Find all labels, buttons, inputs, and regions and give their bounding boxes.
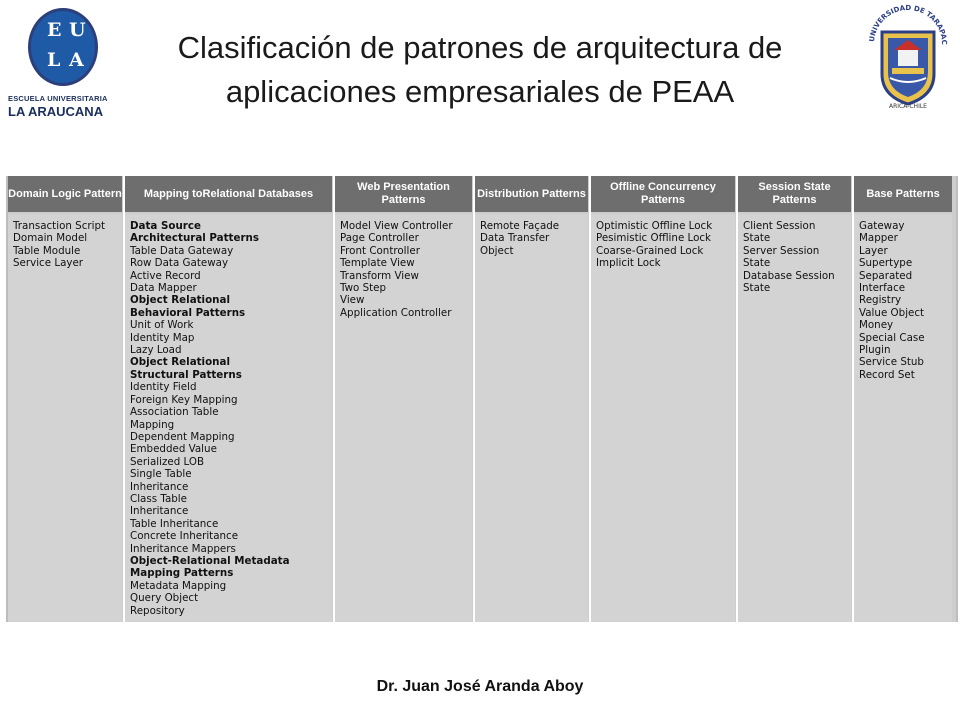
pattern-item: Server Session [743,244,820,257]
pattern-item: Inheritance [130,505,189,518]
column-body [335,214,472,622]
pattern-item: State [743,257,771,270]
pattern-item: Identity Map [130,331,195,344]
pattern-item: Object Relational [130,294,230,307]
pattern-item: Behavioral Patterns [130,306,246,319]
svg-text:ARICA-CHILE: ARICA-CHILE [889,103,927,110]
pattern-item: Architectural Patterns [130,232,259,245]
pattern-item: Implicit Lock [596,257,661,270]
column-body [591,214,735,622]
pattern-item: State [743,232,771,245]
pattern-item: Inheritance [130,480,189,493]
pattern-item: Application Controller [340,306,452,319]
column-header: Session State Patterns [738,176,851,212]
pattern-item: Mapper [859,232,898,245]
pattern-item: Mapping [130,418,175,431]
pattern-item: Concrete Inheritance [130,530,239,543]
column-body [125,214,332,622]
pattern-item: Domain Model [13,232,88,245]
column-header: Web Presentation Patterns [335,176,472,212]
pattern-item: Special Case [859,331,925,344]
pattern-item: Optimistic Offline Lock [596,220,713,232]
tarapaca-shield-icon [864,4,952,110]
pattern-item: Serialized LOB [130,455,205,468]
pattern-item: Record Set [859,368,915,381]
column-web-presentation [335,176,472,622]
pattern-item: Supertype [859,257,913,270]
pattern-item: Unit of Work [130,319,194,332]
pattern-item: Value Object [859,306,925,319]
author-footer: Dr. Juan José Aranda Aboy [376,678,584,695]
pattern-item: Gateway [859,220,905,232]
pattern-item: Metadata Mapping [130,579,227,592]
pattern-item: Client Session [743,220,816,232]
column-header: Base Patterns [854,176,952,212]
pattern-item: Layer [859,244,888,257]
pattern-item: Row Data Gateway [130,257,229,270]
column-body [8,214,122,622]
pattern-item: Template View [340,257,415,270]
universidad-tarapaca-logo [864,4,952,110]
logo-school-text: ESCUELA UNIVERSITARIA [8,94,108,103]
pattern-item: Inheritance Mappers [130,542,236,555]
pattern-item: Single Table [130,468,192,481]
escuela-araucana-logo [8,8,120,118]
pattern-item: Structural Patterns [130,368,242,381]
column-distribution [475,176,588,622]
pattern-item: Pesimistic Offline Lock [596,232,712,245]
pattern-item: Mapping Patterns [130,567,234,580]
pattern-item: Lazy Load [130,344,182,357]
column-body [854,214,952,622]
pattern-item: Separated [859,269,913,282]
pattern-item: Money [859,319,894,332]
pattern-item: Identity Field [130,381,197,394]
column-body [475,214,588,622]
pattern-item: Database Session [743,269,835,282]
patterns-table [6,176,958,622]
column-body [738,214,851,622]
pattern-item: View [340,294,365,307]
pattern-item: Table Inheritance [130,517,219,530]
pattern-item: Object-Relational Metadata [130,554,290,567]
logo-letter-e: E [47,19,62,41]
page-title: Clasificación de patrones de arquitectura de aplicaciones empresariales de PEAA [177,30,783,109]
pattern-item: Service Layer [13,257,84,270]
pattern-item: Transform View [340,269,419,282]
pattern-item: Active Record [130,269,201,282]
eula-emblem [28,8,98,86]
pattern-item: Plugin [859,344,891,357]
logo-letter-a: A [69,49,84,71]
logo-letter-l: L [47,49,61,71]
pattern-item: Query Object [130,592,199,605]
column-session-state [738,176,851,622]
pattern-item: Embedded Value [130,443,217,456]
pattern-item: Table Data Gateway [130,244,234,257]
column-header: Mapping toRelational Databases [125,176,332,212]
column-header: Distribution Patterns [475,176,588,212]
pattern-item: Class Table [130,492,187,505]
column-header: Domain Logic Pattern [8,176,122,212]
pattern-item: Object [480,244,514,257]
pattern-item: Interface [859,282,906,295]
column-mapping-relational [125,176,332,622]
column-offline-concurrency [591,176,735,622]
pattern-item: Foreign Key Mapping [130,393,238,406]
pattern-item: State [743,282,771,295]
pattern-item: Transaction Script [13,220,106,232]
column-header: Offline Concurrency Patterns [591,176,735,212]
logo-letter-u: U [69,19,86,41]
pattern-item: Object Relational [130,356,230,369]
pattern-item: Front Controller [340,244,420,257]
pattern-item: Data Transfer [480,232,550,245]
pattern-item: Registry [859,294,902,307]
pattern-item: Page Controller [340,232,419,245]
pattern-item: Coarse-Grained Lock [596,244,704,257]
pattern-item: Dependent Mapping [130,430,235,443]
column-base-patterns [854,176,952,622]
pattern-item: Table Module [13,244,81,257]
pattern-item: Remote Façade [480,220,560,232]
pattern-item: Service Stub [859,356,924,369]
pattern-item: Repository [130,604,185,617]
column-domain-logic [8,176,122,622]
pattern-item: Data Mapper [130,282,197,295]
logo-name-text: LA ARAUCANA [8,104,104,119]
svg-text:UNIVERSIDAD DE TARAPACA: UNIVERSIDAD DE TARAPAC [867,4,949,45]
pattern-item: Two Step [340,282,387,295]
pattern-item: Association Table [130,406,219,419]
pattern-item: Data Source [130,220,201,232]
pattern-item: Model View Controller [340,220,453,232]
